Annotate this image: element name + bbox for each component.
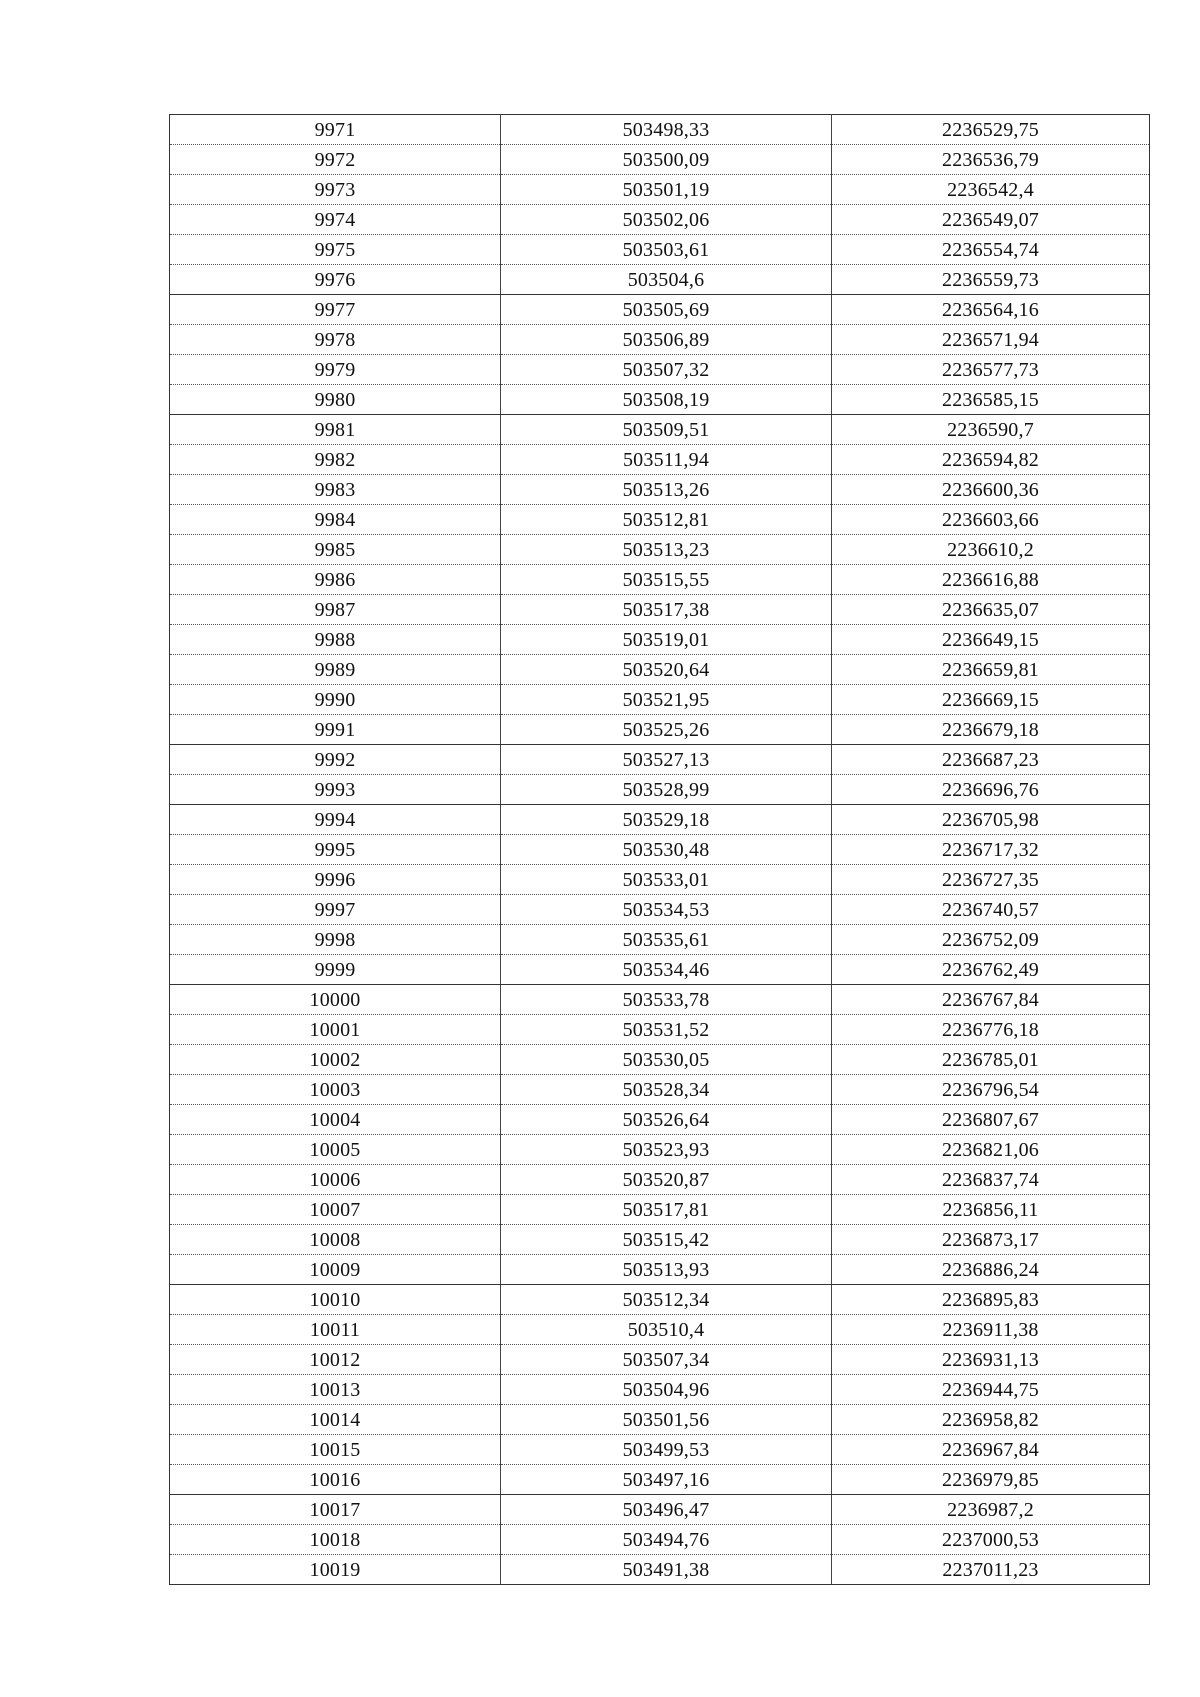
- x-coordinate-cell: 503529,18: [501, 805, 832, 835]
- y-coordinate-cell: 2236687,23: [832, 745, 1150, 775]
- y-coordinate-cell: 2236958,82: [832, 1405, 1150, 1435]
- table-row: [170, 265, 1150, 295]
- table-row: [170, 955, 1150, 985]
- point-number-cell: 9976: [170, 265, 501, 295]
- point-number-cell: 9986: [170, 565, 501, 595]
- x-coordinate-cell: 503513,26: [501, 475, 832, 505]
- point-number-cell: 9978: [170, 325, 501, 355]
- y-coordinate-cell: 2236542,4: [832, 175, 1150, 205]
- coordinates-table: [169, 114, 1150, 1585]
- table-row: [170, 1045, 1150, 1075]
- x-coordinate-cell: 503491,38: [501, 1555, 832, 1585]
- table-row: [170, 1375, 1150, 1405]
- x-coordinate-cell: 503517,81: [501, 1195, 832, 1225]
- point-number-cell: 10012: [170, 1345, 501, 1375]
- x-coordinate-cell: 503504,6: [501, 265, 832, 295]
- point-number-cell: 9977: [170, 295, 501, 325]
- y-coordinate-cell: 2236635,07: [832, 595, 1150, 625]
- point-number-cell: 10006: [170, 1165, 501, 1195]
- point-number-cell: 10016: [170, 1465, 501, 1495]
- table-row: [170, 1345, 1150, 1375]
- y-coordinate-cell: 2236696,76: [832, 775, 1150, 805]
- x-coordinate-cell: 503523,93: [501, 1135, 832, 1165]
- y-coordinate-cell: 2236911,38: [832, 1315, 1150, 1345]
- table-row: [170, 805, 1150, 835]
- y-coordinate-cell: 2236559,73: [832, 265, 1150, 295]
- x-coordinate-cell: 503497,16: [501, 1465, 832, 1495]
- table-row: [170, 1225, 1150, 1255]
- x-coordinate-cell: 503520,87: [501, 1165, 832, 1195]
- x-coordinate-cell: 503513,23: [501, 535, 832, 565]
- table-row: [170, 895, 1150, 925]
- y-coordinate-cell: 2236554,74: [832, 235, 1150, 265]
- y-coordinate-cell: 2237011,23: [832, 1555, 1150, 1585]
- x-coordinate-cell: 503531,52: [501, 1015, 832, 1045]
- point-number-cell: 10000: [170, 985, 501, 1015]
- x-coordinate-cell: 503496,47: [501, 1495, 832, 1525]
- point-number-cell: 9972: [170, 145, 501, 175]
- y-coordinate-cell: 2236740,57: [832, 895, 1150, 925]
- point-number-cell: 9996: [170, 865, 501, 895]
- y-coordinate-cell: 2236679,18: [832, 715, 1150, 745]
- point-number-cell: 9985: [170, 535, 501, 565]
- x-coordinate-cell: 503503,61: [501, 235, 832, 265]
- x-coordinate-cell: 503534,53: [501, 895, 832, 925]
- point-number-cell: 10018: [170, 1525, 501, 1555]
- point-number-cell: 10019: [170, 1555, 501, 1585]
- y-coordinate-cell: 2236590,7: [832, 415, 1150, 445]
- y-coordinate-cell: 2236767,84: [832, 985, 1150, 1015]
- table-row: [170, 1285, 1150, 1315]
- y-coordinate-cell: 2236727,35: [832, 865, 1150, 895]
- table-row: [170, 385, 1150, 415]
- x-coordinate-cell: 503510,4: [501, 1315, 832, 1345]
- point-number-cell: 10017: [170, 1495, 501, 1525]
- table-row: [170, 205, 1150, 235]
- x-coordinate-cell: 503530,05: [501, 1045, 832, 1075]
- x-coordinate-cell: 503527,13: [501, 745, 832, 775]
- y-coordinate-cell: 2236752,09: [832, 925, 1150, 955]
- y-coordinate-cell: 2236549,07: [832, 205, 1150, 235]
- point-number-cell: 10011: [170, 1315, 501, 1345]
- table-row: [170, 655, 1150, 685]
- x-coordinate-cell: 503517,38: [501, 595, 832, 625]
- point-number-cell: 10010: [170, 1285, 501, 1315]
- table-row: [170, 235, 1150, 265]
- x-coordinate-cell: 503513,93: [501, 1255, 832, 1285]
- point-number-cell: 10008: [170, 1225, 501, 1255]
- x-coordinate-cell: 503528,99: [501, 775, 832, 805]
- x-coordinate-cell: 503508,19: [501, 385, 832, 415]
- table-row: [170, 775, 1150, 805]
- table-row: [170, 505, 1150, 535]
- x-coordinate-cell: 503530,48: [501, 835, 832, 865]
- point-number-cell: 9994: [170, 805, 501, 835]
- y-coordinate-cell: 2236705,98: [832, 805, 1150, 835]
- x-coordinate-cell: 503515,42: [501, 1225, 832, 1255]
- coordinates-table-body: [170, 115, 1150, 1585]
- x-coordinate-cell: 503521,95: [501, 685, 832, 715]
- point-number-cell: 9975: [170, 235, 501, 265]
- y-coordinate-cell: 2236837,74: [832, 1165, 1150, 1195]
- table-row: [170, 625, 1150, 655]
- x-coordinate-cell: 503520,64: [501, 655, 832, 685]
- y-coordinate-cell: 2236886,24: [832, 1255, 1150, 1285]
- x-coordinate-cell: 503507,34: [501, 1345, 832, 1375]
- y-coordinate-cell: 2236796,54: [832, 1075, 1150, 1105]
- table-row: [170, 1465, 1150, 1495]
- y-coordinate-cell: 2236600,36: [832, 475, 1150, 505]
- point-number-cell: 9984: [170, 505, 501, 535]
- table-row: [170, 865, 1150, 895]
- y-coordinate-cell: 2236987,2: [832, 1495, 1150, 1525]
- y-coordinate-cell: 2236669,15: [832, 685, 1150, 715]
- y-coordinate-cell: 2236659,81: [832, 655, 1150, 685]
- x-coordinate-cell: 503501,19: [501, 175, 832, 205]
- table-row: [170, 175, 1150, 205]
- table-row: [170, 1405, 1150, 1435]
- y-coordinate-cell: 2236564,16: [832, 295, 1150, 325]
- x-coordinate-cell: 503494,76: [501, 1525, 832, 1555]
- point-number-cell: 10015: [170, 1435, 501, 1465]
- table-row: [170, 325, 1150, 355]
- y-coordinate-cell: 2236616,88: [832, 565, 1150, 595]
- y-coordinate-cell: 2236856,11: [832, 1195, 1150, 1225]
- point-number-cell: 9999: [170, 955, 501, 985]
- table-row: [170, 1525, 1150, 1555]
- y-coordinate-cell: 2236717,32: [832, 835, 1150, 865]
- x-coordinate-cell: 503500,09: [501, 145, 832, 175]
- x-coordinate-cell: 503498,33: [501, 115, 832, 145]
- x-coordinate-cell: 503534,46: [501, 955, 832, 985]
- table-row: [170, 1435, 1150, 1465]
- table-row: [170, 1315, 1150, 1345]
- y-coordinate-cell: 2236594,82: [832, 445, 1150, 475]
- x-coordinate-cell: 503533,78: [501, 985, 832, 1015]
- point-number-cell: 9989: [170, 655, 501, 685]
- table-row: [170, 1135, 1150, 1165]
- y-coordinate-cell: 2236610,2: [832, 535, 1150, 565]
- table-row: [170, 1015, 1150, 1045]
- table-row: [170, 1255, 1150, 1285]
- y-coordinate-cell: 2236762,49: [832, 955, 1150, 985]
- y-coordinate-cell: 2236529,75: [832, 115, 1150, 145]
- table-row: [170, 1495, 1150, 1525]
- y-coordinate-cell: 2236603,66: [832, 505, 1150, 535]
- table-row: [170, 295, 1150, 325]
- point-number-cell: 10014: [170, 1405, 501, 1435]
- point-number-cell: 10002: [170, 1045, 501, 1075]
- y-coordinate-cell: 2236944,75: [832, 1375, 1150, 1405]
- point-number-cell: 9987: [170, 595, 501, 625]
- x-coordinate-cell: 503533,01: [501, 865, 832, 895]
- point-number-cell: 10001: [170, 1015, 501, 1045]
- x-coordinate-cell: 503507,32: [501, 355, 832, 385]
- x-coordinate-cell: 503525,26: [501, 715, 832, 745]
- y-coordinate-cell: 2236873,17: [832, 1225, 1150, 1255]
- point-number-cell: 9974: [170, 205, 501, 235]
- y-coordinate-cell: 2236931,13: [832, 1345, 1150, 1375]
- y-coordinate-cell: 2236776,18: [832, 1015, 1150, 1045]
- x-coordinate-cell: 503511,94: [501, 445, 832, 475]
- y-coordinate-cell: 2236536,79: [832, 145, 1150, 175]
- point-number-cell: 9991: [170, 715, 501, 745]
- point-number-cell: 9997: [170, 895, 501, 925]
- x-coordinate-cell: 503528,34: [501, 1075, 832, 1105]
- x-coordinate-cell: 503519,01: [501, 625, 832, 655]
- y-coordinate-cell: 2236807,67: [832, 1105, 1150, 1135]
- table-row: [170, 745, 1150, 775]
- table-row: [170, 925, 1150, 955]
- point-number-cell: 9992: [170, 745, 501, 775]
- y-coordinate-cell: 2236577,73: [832, 355, 1150, 385]
- y-coordinate-cell: 2236895,83: [832, 1285, 1150, 1315]
- table-row: [170, 565, 1150, 595]
- point-number-cell: 9980: [170, 385, 501, 415]
- table-row: [170, 715, 1150, 745]
- x-coordinate-cell: 503501,56: [501, 1405, 832, 1435]
- table-row: [170, 835, 1150, 865]
- y-coordinate-cell: 2236979,85: [832, 1465, 1150, 1495]
- y-coordinate-cell: 2236649,15: [832, 625, 1150, 655]
- point-number-cell: 9981: [170, 415, 501, 445]
- table-row: [170, 685, 1150, 715]
- point-number-cell: 9988: [170, 625, 501, 655]
- x-coordinate-cell: 503526,64: [501, 1105, 832, 1135]
- y-coordinate-cell: 2236785,01: [832, 1045, 1150, 1075]
- table-row: [170, 595, 1150, 625]
- x-coordinate-cell: 503515,55: [501, 565, 832, 595]
- table-row: [170, 115, 1150, 145]
- point-number-cell: 10004: [170, 1105, 501, 1135]
- x-coordinate-cell: 503504,96: [501, 1375, 832, 1405]
- point-number-cell: 9971: [170, 115, 501, 145]
- point-number-cell: 9982: [170, 445, 501, 475]
- table-row: [170, 475, 1150, 505]
- table-row: [170, 445, 1150, 475]
- table-row: [170, 415, 1150, 445]
- point-number-cell: 9990: [170, 685, 501, 715]
- point-number-cell: 9998: [170, 925, 501, 955]
- point-number-cell: 10009: [170, 1255, 501, 1285]
- point-number-cell: 9979: [170, 355, 501, 385]
- x-coordinate-cell: 503499,53: [501, 1435, 832, 1465]
- table-row: [170, 1105, 1150, 1135]
- y-coordinate-cell: 2236821,06: [832, 1135, 1150, 1165]
- y-coordinate-cell: 2237000,53: [832, 1525, 1150, 1555]
- point-number-cell: 9983: [170, 475, 501, 505]
- x-coordinate-cell: 503509,51: [501, 415, 832, 445]
- x-coordinate-cell: 503502,06: [501, 205, 832, 235]
- point-number-cell: 10003: [170, 1075, 501, 1105]
- point-number-cell: 9973: [170, 175, 501, 205]
- point-number-cell: 9993: [170, 775, 501, 805]
- table-row: [170, 1555, 1150, 1585]
- point-number-cell: 10005: [170, 1135, 501, 1165]
- x-coordinate-cell: 503506,89: [501, 325, 832, 355]
- y-coordinate-cell: 2236571,94: [832, 325, 1150, 355]
- table-row: [170, 145, 1150, 175]
- table-row: [170, 535, 1150, 565]
- table-row: [170, 1075, 1150, 1105]
- table-row: [170, 1195, 1150, 1225]
- y-coordinate-cell: 2236585,15: [832, 385, 1150, 415]
- x-coordinate-cell: 503535,61: [501, 925, 832, 955]
- point-number-cell: 9995: [170, 835, 501, 865]
- x-coordinate-cell: 503512,81: [501, 505, 832, 535]
- y-coordinate-cell: 2236967,84: [832, 1435, 1150, 1465]
- point-number-cell: 10007: [170, 1195, 501, 1225]
- point-number-cell: 10013: [170, 1375, 501, 1405]
- table-row: [170, 985, 1150, 1015]
- table-row: [170, 355, 1150, 385]
- x-coordinate-cell: 503512,34: [501, 1285, 832, 1315]
- table-row: [170, 1165, 1150, 1195]
- x-coordinate-cell: 503505,69: [501, 295, 832, 325]
